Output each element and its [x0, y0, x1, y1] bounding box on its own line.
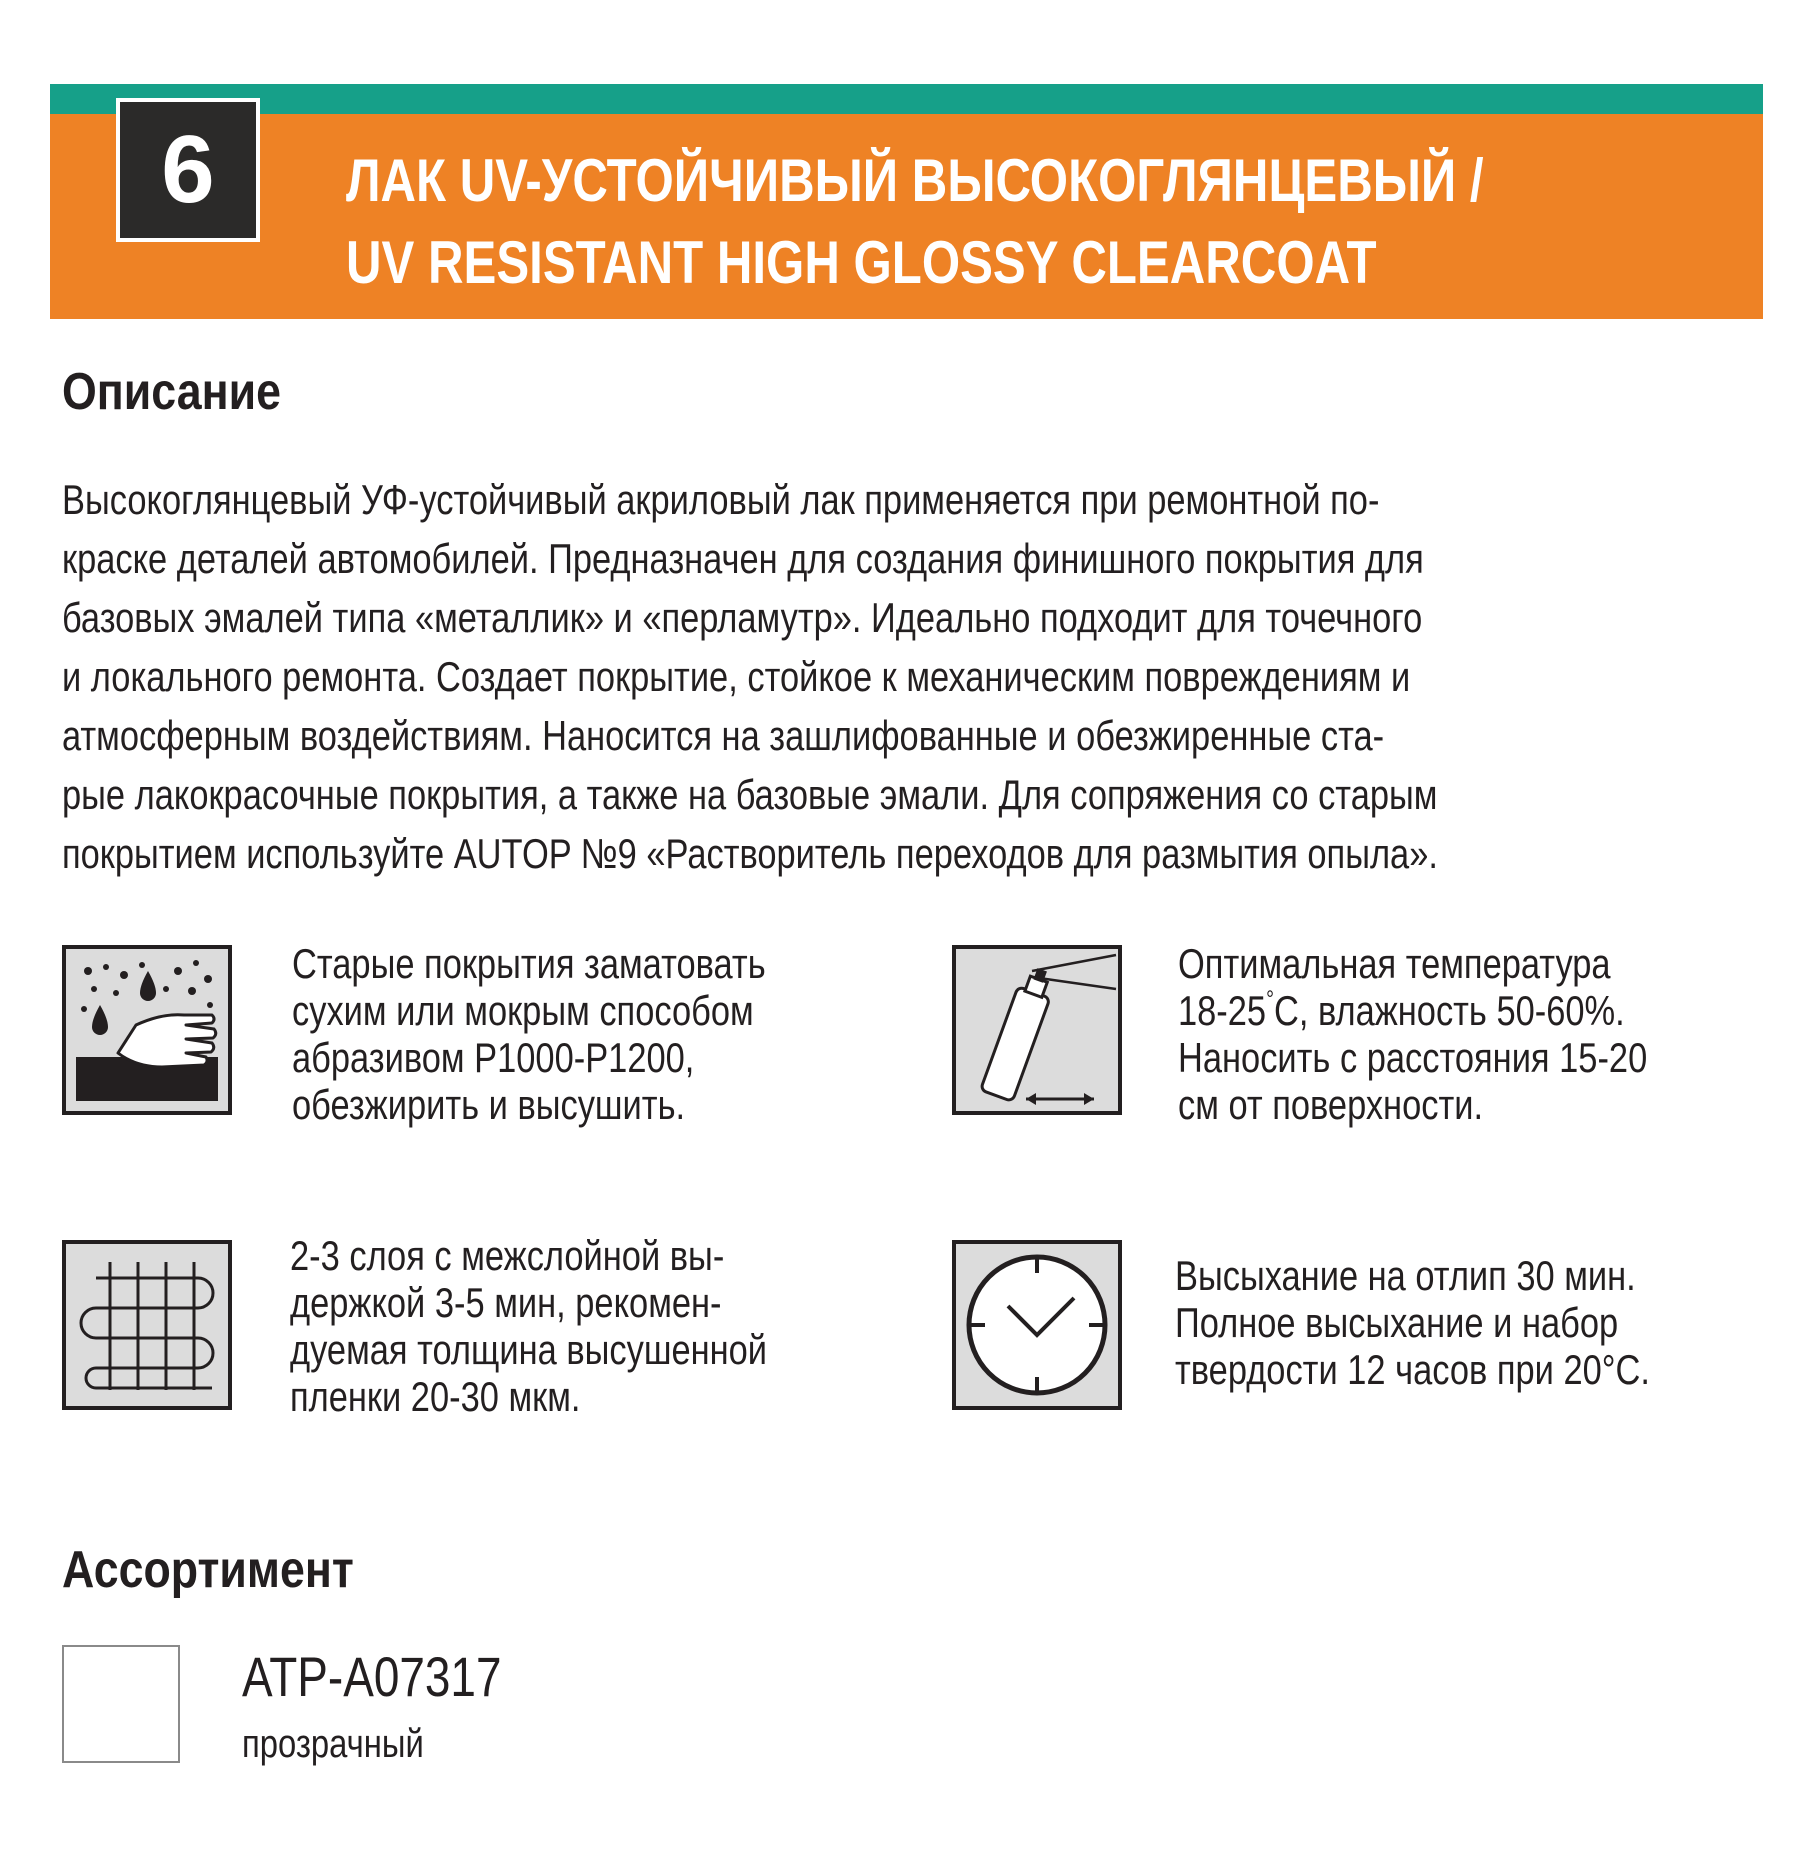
color-name: прозрачный [242, 1722, 424, 1766]
description-line: атмосферным воздействиям. Наносится на зашлифованные и обезжиренные ста- [62, 712, 1385, 759]
layers-grid-icon [62, 1240, 232, 1410]
step-drying-text [1175, 1252, 1650, 1393]
clock-icon [952, 1240, 1122, 1410]
description-line: и локального ремонта. Создает покрытие, стойкое к механическим повреждениям и [62, 653, 1411, 700]
step-conditions-line: Наносить с расстояния 15-20 [1178, 1034, 1648, 1081]
step-prepare-text [292, 940, 766, 1128]
product-code: ATP-A07317 [242, 1645, 502, 1708]
step-prepare-line: обезжирить и высушить. [292, 1081, 686, 1128]
humidity-text: С, влажность 50-60%. [1273, 987, 1625, 1034]
step-layers-line: дуемая толщина высушенной [290, 1326, 768, 1373]
temperature-range: 18-25 [1178, 987, 1267, 1034]
step-layers-line: пленки 20-30 мкм. [290, 1373, 581, 1420]
step-drying-line: Полное высыхание и набор [1175, 1299, 1619, 1346]
description-line: рые лакокрасочные покрытия, а также на базовые эмали. Для сопряжения со старым [62, 771, 1438, 818]
step-drying-line: твердости 12 часов при 20°С. [1175, 1346, 1650, 1393]
step-layers-line: 2-3 слоя с межслойной вы- [290, 1232, 725, 1279]
degree-sign: ° [1266, 986, 1274, 1013]
header-teal-stripe [50, 84, 1763, 114]
color-swatch [62, 1645, 180, 1763]
step-conditions-line [1178, 987, 1647, 1034]
step-layers-line: держкой 3-5 мин, рекомен- [290, 1279, 722, 1326]
assortment-heading: Ассортимент [62, 1541, 354, 1599]
description-line: базовых эмалей типа «металлик» и «перламутр». Идеально подходит для точечного [62, 594, 1423, 641]
description-heading: Описание [62, 363, 281, 421]
step-conditions-text [1178, 940, 1647, 1128]
step-drying-line: Высыхание на отлип 30 мин. [1175, 1252, 1636, 1299]
spray-can-icon [952, 945, 1122, 1115]
step-conditions-line: см от поверхности. [1178, 1081, 1484, 1128]
sanding-hand-icon [62, 945, 232, 1115]
description-line: покрытием используйте AUTOP №9 «Растворитель переходов для размытия опыла». [62, 830, 1438, 877]
description-text [62, 470, 1456, 883]
step-prepare-line: Старые покрытия заматовать [292, 940, 766, 987]
product-number-badge: 6 [116, 98, 260, 242]
description-line: Высокоглянцевый УФ-устойчивый акриловый лак применяется при ремонтной по- [62, 476, 1380, 523]
step-prepare-line: сухим или мокрым способом [292, 987, 754, 1034]
step-layers-text [290, 1232, 767, 1420]
product-title-ru: ЛАК UV-УСТОЙЧИВЫЙ ВЫСОКОГЛЯНЦЕВЫЙ / [346, 147, 1484, 214]
product-title [346, 140, 1494, 304]
product-title-en: UV RESISTANT HIGH GLOSSY CLEARCOAT [346, 229, 1377, 296]
description-line: краске деталей автомобилей. Предназначен для создания финишного покрытия для [62, 535, 1424, 582]
step-prepare-line: абразивом P1000-P1200, [292, 1034, 695, 1081]
step-conditions-line: Оптимальная температура [1178, 940, 1611, 987]
